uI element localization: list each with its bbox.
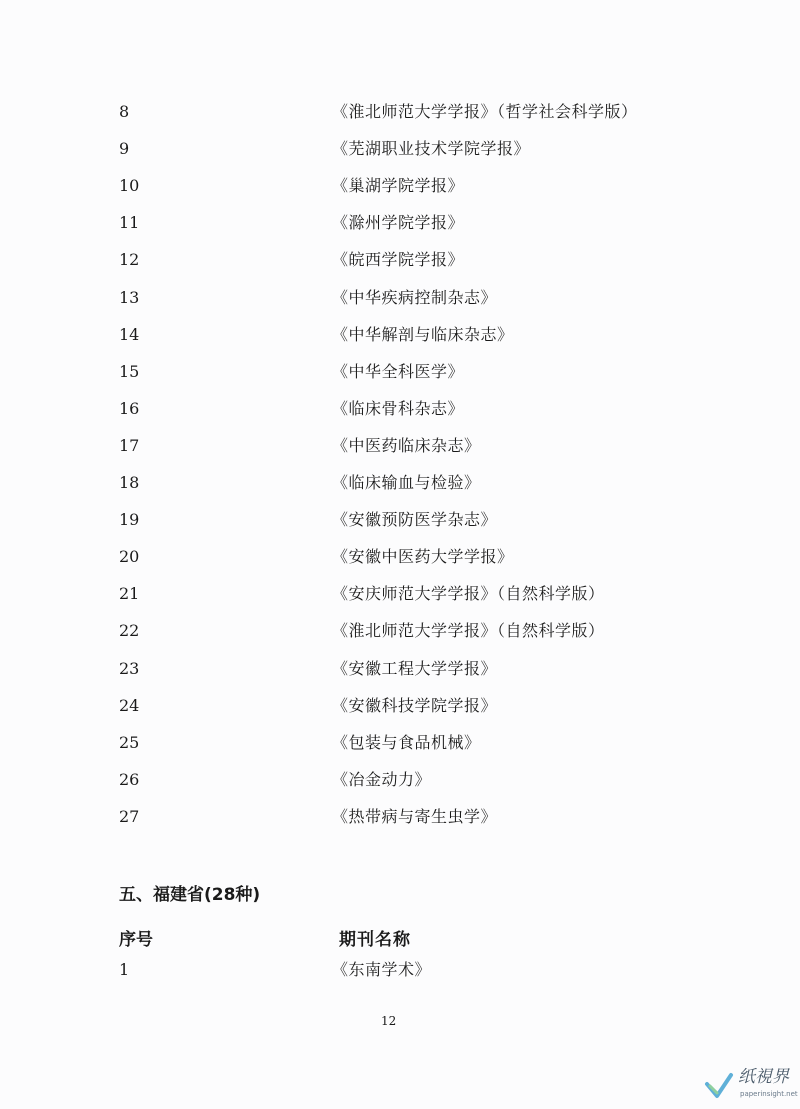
journal-number: 20 — [119, 547, 140, 567]
watermark-text: 纸視界 — [738, 1067, 789, 1087]
journal-title: 《包装与食品机械》 — [332, 732, 481, 752]
journal-title: 《安徽工程大学学报》 — [332, 658, 498, 678]
journal-title: 《淮北师范大学学报》（哲学社会科学版） — [332, 102, 638, 121]
journal-number: 22 — [119, 621, 140, 641]
journal-row — [0, 505, 800, 535]
journal-title: 《热带病与寄生虫学》 — [332, 806, 498, 826]
journal-number: 25 — [119, 732, 140, 752]
journal-row — [0, 134, 800, 164]
journal-row — [0, 320, 800, 350]
journal-number: 14 — [119, 324, 140, 344]
page-number: 12 — [381, 1014, 397, 1028]
journal-row — [0, 542, 800, 572]
journal-number: 9 — [119, 139, 130, 159]
journal-number: 10 — [119, 176, 140, 196]
journal-number: 18 — [119, 473, 140, 492]
journal-number: 17 — [119, 435, 140, 455]
journal-number: 19 — [119, 510, 140, 530]
journal-title: 《临床输血与检验》 — [332, 473, 481, 492]
journal-number: 12 — [119, 250, 140, 270]
journal-number: 16 — [119, 398, 140, 418]
journal-row — [0, 171, 800, 201]
journal-number: 15 — [119, 361, 140, 381]
journal-title: 《安庆师范大学学报》（自然科学版） — [332, 584, 605, 604]
journal-title: 《安徽中医药大学学报》 — [332, 547, 514, 567]
journal-row — [0, 97, 800, 127]
journal-title: 《安徽预防医学杂志》 — [332, 510, 498, 530]
journal-title: 《中医药临床杂志》 — [332, 435, 481, 455]
journal-row — [0, 394, 800, 424]
journal-number: 24 — [119, 695, 140, 715]
journal-row — [0, 245, 800, 275]
journal-title: 《芜湖职业技术学院学报》 — [332, 139, 531, 159]
watermark — [700, 1062, 800, 1108]
journal-number: 13 — [119, 287, 140, 307]
journal-title: 《皖西学院学报》 — [332, 250, 465, 270]
journal-row — [0, 283, 800, 313]
journal-title: 《临床骨科杂志》 — [332, 398, 465, 418]
section-heading: 五、福建省(28种) — [119, 885, 261, 905]
journal-number: 8 — [119, 102, 130, 121]
journal-row — [0, 654, 800, 684]
journal-title: 《东南学术》 — [332, 960, 432, 979]
journal-row — [0, 579, 800, 609]
journal-title: 《巢湖学院学报》 — [332, 176, 465, 196]
journal-number: 23 — [119, 658, 140, 678]
journal-row — [0, 765, 800, 795]
column-header-journal-name: 期刊名称 — [339, 930, 411, 950]
check-logo-icon — [704, 1070, 734, 1100]
journal-number: 21 — [119, 584, 140, 604]
journal-row — [0, 691, 800, 721]
journal-number: 1 — [119, 960, 130, 979]
journal-title: 《冶金动力》 — [332, 769, 432, 789]
journal-row — [0, 616, 800, 646]
journal-number: 11 — [119, 213, 140, 233]
journal-title: 《中华疾病控制杂志》 — [332, 287, 498, 307]
journal-row — [0, 357, 800, 387]
journal-row — [0, 431, 800, 461]
journal-row — [0, 728, 800, 758]
journal-title: 《滁州学院学报》 — [332, 213, 465, 233]
journal-title: 《淮北师范大学学报》（自然科学版） — [332, 621, 605, 641]
journal-row — [0, 208, 800, 238]
journal-number: 27 — [119, 806, 140, 826]
journal-row — [0, 802, 800, 832]
journal-title: 《安徽科技学院学报》 — [332, 695, 498, 715]
watermark-url: paperinsight.net — [740, 1090, 798, 1098]
journal-row — [0, 955, 800, 985]
journal-row — [0, 468, 800, 498]
journal-number: 26 — [119, 769, 140, 789]
column-header-number: 序号 — [119, 930, 153, 950]
journal-title: 《中华全科医学》 — [332, 361, 465, 381]
journal-title: 《中华解剖与临床杂志》 — [332, 324, 514, 344]
